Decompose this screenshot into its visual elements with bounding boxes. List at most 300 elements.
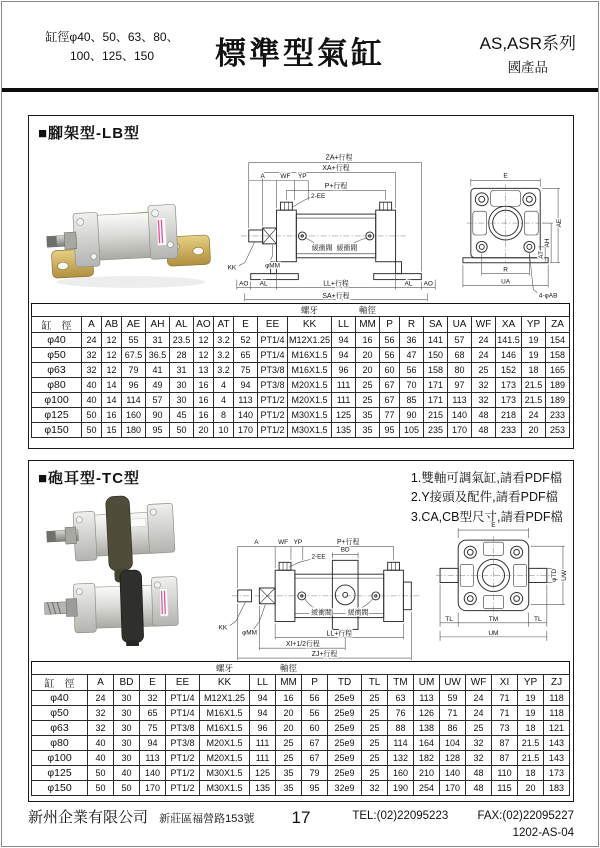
dim-value: 143 — [544, 751, 570, 766]
dim-label-za: ZA+行程 — [325, 154, 353, 162]
bore-label: φ100 — [32, 393, 82, 408]
dim-value: 55 — [122, 333, 146, 348]
dim-value: 12 — [102, 333, 122, 348]
dim-value: 140 — [140, 766, 166, 781]
dim-value: 97 — [448, 378, 472, 393]
bore-label: φ125 — [32, 408, 82, 423]
column-header-ao: AO — [194, 317, 214, 333]
dim-value: 94 — [250, 706, 276, 721]
table-row — [32, 348, 570, 363]
dim-value: 21.5 — [522, 393, 546, 408]
column-header-a: A — [82, 317, 102, 333]
dim-value: 49 — [146, 378, 170, 393]
table-row — [32, 766, 570, 781]
dim-value: 18 — [518, 766, 544, 781]
dim-value: 94 — [234, 378, 258, 393]
dim-value: 96 — [250, 721, 276, 736]
dim-value: 88 — [388, 721, 414, 736]
dim-value: M20X1.5 — [288, 378, 332, 393]
dim-value: 23.5 — [170, 333, 194, 348]
dim-value: 25e9 — [328, 766, 362, 781]
port-callout-label: 2-EE — [311, 193, 326, 201]
dim-value: 140 — [448, 408, 472, 423]
table-row — [32, 363, 570, 378]
dim-value: 32 — [466, 751, 492, 766]
tc-dimension-table — [31, 661, 570, 796]
dim-value: 40 — [82, 378, 102, 393]
dim-value: 10 — [214, 423, 234, 438]
dim-label-al-right: AL — [404, 280, 413, 288]
dim-value: 25 — [362, 766, 388, 781]
dim-value: 25 — [276, 736, 302, 751]
column-header-wf: WF — [472, 317, 496, 333]
dim-value: 60 — [380, 363, 400, 378]
dim-value: 25 — [466, 721, 492, 736]
dim-value: M16X1.5 — [288, 348, 332, 363]
column-header-za: ZA — [546, 317, 570, 333]
lb-side-view-drawing — [215, 149, 463, 306]
dim-value: 170 — [140, 781, 166, 796]
dim-label-wf: WF — [280, 172, 291, 180]
dim-value: 3.2 — [214, 363, 234, 378]
dim-value: PT3/8 — [166, 736, 200, 751]
dim-value: 128 — [440, 751, 466, 766]
dim-value: 21.5 — [518, 736, 544, 751]
dim-label-zj: ZJ+行程 — [311, 651, 338, 659]
dim-value: 16 — [194, 408, 214, 423]
dim-value: 115 — [492, 781, 518, 796]
dim-value: 25 — [276, 751, 302, 766]
dim-value: 141 — [424, 333, 448, 348]
dim-value: 56 — [302, 691, 328, 706]
dim-value: 14 — [102, 378, 122, 393]
spacer — [302, 662, 570, 675]
dim-value: 18 — [522, 363, 546, 378]
column-header-mm: MM — [356, 317, 380, 333]
dim-value: 164 — [414, 736, 440, 751]
dim-value: 14 — [102, 393, 122, 408]
dim-label-xi: XI+1/2行程 — [285, 641, 320, 649]
dim-value: 40 — [82, 393, 102, 408]
dim-label-um: UM — [488, 629, 499, 637]
lb-product-photo — [41, 182, 217, 296]
dim-value: 75 — [140, 721, 166, 736]
dim-value: 253 — [546, 423, 570, 438]
dim-value: 32 — [82, 363, 102, 378]
dim-value: PT3/8 — [166, 721, 200, 736]
dim-label-a: A — [260, 172, 265, 180]
section-foot-mount-lb — [28, 115, 574, 449]
dim-value: 20 — [356, 363, 380, 378]
dim-value: 173 — [544, 766, 570, 781]
dim-value: 160 — [388, 766, 414, 781]
tel-number: TEL:(02)22095223 — [352, 810, 449, 822]
rod-thread-label: KK — [227, 264, 237, 272]
dim-value: 135 — [332, 423, 356, 438]
dim-label-a: A — [254, 539, 259, 547]
table-row — [32, 378, 570, 393]
dim-value: 65 — [234, 348, 258, 363]
dim-value: 114 — [388, 736, 414, 751]
section-trunnion-tc — [28, 460, 574, 802]
dim-value: PT1/4 — [166, 706, 200, 721]
spacer — [32, 662, 200, 675]
dim-value: PT1/2 — [258, 393, 288, 408]
header-divider — [2, 88, 598, 92]
dim-value: 190 — [388, 781, 414, 796]
dim-value: 25 — [362, 721, 388, 736]
dim-value: 79 — [122, 363, 146, 378]
dim-value: 30 — [170, 393, 194, 408]
dim-value: M30X1.5 — [288, 408, 332, 423]
table-row — [32, 721, 570, 736]
dim-value: 165 — [546, 363, 570, 378]
dim-value: 18 — [518, 721, 544, 736]
shaft-dia-label: 軸徑 — [280, 663, 298, 673]
dim-value: 68 — [448, 348, 472, 363]
dim-value: M20X1.5 — [200, 736, 250, 751]
dim-label-p: P+行程 — [336, 539, 360, 547]
dim-value: M16X1.5 — [288, 363, 332, 378]
cushion-valve-label-left: 緩衝閥 — [311, 244, 333, 252]
dim-value: PT1/4 — [258, 333, 288, 348]
dim-label-tl-right: TL — [533, 615, 542, 623]
dim-value: 67.5 — [122, 348, 146, 363]
cushion-valve-label-right: 緩衝閥 — [336, 244, 358, 252]
dim-value: 28 — [170, 348, 194, 363]
series-block — [480, 29, 576, 76]
column-header-bd: BD — [114, 675, 140, 691]
page-number: 17 — [291, 808, 311, 827]
dim-label-bd: BD — [340, 546, 350, 554]
dim-value: 121 — [544, 721, 570, 736]
origin-label: 國產品 — [507, 60, 549, 75]
column-header-p: P — [302, 675, 328, 691]
dim-value: 45 — [170, 408, 194, 423]
dim-value: 180 — [122, 423, 146, 438]
dim-value: 24 — [466, 691, 492, 706]
bore-range-line1: 缸徑φ40、50、63、80、 — [45, 30, 179, 44]
dim-value: 35 — [356, 408, 380, 423]
dim-value: 125 — [332, 408, 356, 423]
note-line-3: 3.CA,CB型尺寸,請看PDF檔 — [410, 509, 563, 524]
dim-value: 19 — [522, 348, 546, 363]
dim-value: 24 — [82, 333, 102, 348]
dim-value: 114 — [122, 393, 146, 408]
dim-value: 25e9 — [328, 691, 362, 706]
dim-value: 140 — [234, 408, 258, 423]
page-header — [2, 2, 598, 88]
dim-value: 41 — [146, 363, 170, 378]
column-header-e: E — [140, 675, 166, 691]
note-line-1: 1.雙軸可調氣缸,請看PDF檔 — [410, 471, 563, 485]
dim-value: 12 — [194, 333, 214, 348]
dim-value: 254 — [414, 781, 440, 796]
dim-value: 35 — [276, 781, 302, 796]
dim-value: 113 — [140, 751, 166, 766]
dim-label-e: E — [491, 522, 496, 530]
dim-value: 13 — [194, 363, 214, 378]
column-header-p: P — [380, 317, 400, 333]
dim-value: 150 — [424, 348, 448, 363]
dim-value: 67 — [380, 393, 400, 408]
doc-code: 1202-AS-04 — [512, 827, 574, 840]
column-header-ee: EE — [258, 317, 288, 333]
dim-value: 21.5 — [518, 751, 544, 766]
dim-value: M20X1.5 — [200, 751, 250, 766]
dim-value: 56 — [302, 706, 328, 721]
dim-value: 16 — [276, 691, 302, 706]
shaft-dia-label: 軸徑 — [359, 305, 377, 315]
column-header-uw: UW — [440, 675, 466, 691]
dim-value: 25 — [472, 363, 496, 378]
dim-value: 67 — [302, 736, 328, 751]
dim-value: 113 — [448, 393, 472, 408]
fax-number: FAX:(02)22095227 — [477, 810, 574, 822]
rod-thread-label: KK — [218, 624, 228, 632]
spacer — [250, 662, 276, 675]
hole-callout-label: 4-φAB — [538, 292, 558, 300]
dim-label-ll: LL+行程 — [323, 280, 349, 288]
dim-value: 235 — [424, 423, 448, 438]
dim-value: 48 — [472, 408, 496, 423]
dim-value: M16X1.5 — [200, 721, 250, 736]
dim-value: 73 — [492, 721, 518, 736]
cushion-valve-label-left: 緩衝閥 — [311, 609, 332, 617]
dim-value: 143 — [544, 736, 570, 751]
dim-value: 50 — [114, 781, 140, 796]
dim-value: 32 — [362, 781, 388, 796]
dim-value: 57 — [146, 393, 170, 408]
bore-label: φ150 — [32, 781, 88, 796]
dim-value: 25 — [362, 706, 388, 721]
dim-value: 25 — [356, 378, 380, 393]
dim-value: 48 — [466, 766, 492, 781]
dim-value: 63 — [388, 691, 414, 706]
dim-value: 118 — [544, 691, 570, 706]
column-header-xi: XI — [492, 675, 518, 691]
dim-value: 70 — [400, 378, 424, 393]
page-footer — [28, 806, 574, 844]
dim-label-tm: TM — [488, 615, 499, 623]
bore-label: φ40 — [32, 691, 88, 706]
dim-value: 36 — [400, 333, 424, 348]
dim-value: 56 — [380, 348, 400, 363]
dim-value: 56 — [400, 363, 424, 378]
port-callout-label: 2-EE — [311, 553, 326, 561]
dim-value: 170 — [448, 423, 472, 438]
column-header-um: UM — [414, 675, 440, 691]
dim-value: 30 — [114, 706, 140, 721]
dim-value: 233 — [546, 408, 570, 423]
dim-value: PT1/2 — [166, 766, 200, 781]
bore-label: φ100 — [32, 751, 88, 766]
dim-value: 94 — [250, 691, 276, 706]
dim-value: 16 — [102, 408, 122, 423]
dim-label-ao-right: AO — [423, 280, 433, 288]
dim-label-e: E — [503, 172, 508, 180]
column-header-wf: WF — [466, 675, 492, 691]
spacer — [32, 304, 288, 317]
company-name: 新州企業有限公司 — [28, 809, 149, 826]
dim-value: 189 — [546, 393, 570, 408]
dim-value: 12 — [102, 348, 122, 363]
dim-value: M30X1.5 — [200, 781, 250, 796]
company-address: 新莊區福營路153號 — [159, 813, 255, 825]
dim-value: M12X1.25 — [288, 333, 332, 348]
dim-value: 36.5 — [146, 348, 170, 363]
dim-value: 111 — [332, 393, 356, 408]
dim-value: PT1/2 — [166, 781, 200, 796]
dim-value: 76 — [388, 706, 414, 721]
dim-value: 48 — [472, 423, 496, 438]
dim-value: 140 — [440, 766, 466, 781]
dim-value: 182 — [414, 751, 440, 766]
table-row — [32, 393, 570, 408]
dim-value: 210 — [414, 766, 440, 781]
dim-value: 48 — [466, 781, 492, 796]
dim-value: 21.5 — [522, 378, 546, 393]
column-header-ll: LL — [250, 675, 276, 691]
dim-value: 146 — [496, 348, 522, 363]
column-header-sa: SA — [424, 317, 448, 333]
dim-value: 85 — [400, 393, 424, 408]
dim-label-ah: AH — [544, 238, 552, 248]
dim-value: 189 — [546, 378, 570, 393]
dim-value: 19 — [518, 706, 544, 721]
dim-value: 111 — [250, 736, 276, 751]
dim-value: 152 — [496, 363, 522, 378]
column-header-al: AL — [170, 317, 194, 333]
dim-label-al-left: AL — [259, 280, 268, 288]
dim-value: 24 — [522, 408, 546, 423]
dim-value: 94 — [140, 736, 166, 751]
dim-value: 25e9 — [328, 736, 362, 751]
table-row — [32, 781, 570, 796]
bore-label: φ125 — [32, 766, 88, 781]
dim-value: 90 — [400, 408, 424, 423]
dim-value: 171 — [424, 378, 448, 393]
dim-value: 20 — [518, 781, 544, 796]
bore-label: φ50 — [32, 706, 88, 721]
column-header-yp: YP — [522, 317, 546, 333]
column-header-mm: MM — [276, 675, 302, 691]
dim-value: 135 — [250, 781, 276, 796]
column-header-ae: AE — [122, 317, 146, 333]
bore-label: φ63 — [32, 363, 82, 378]
bore-label: φ40 — [32, 333, 82, 348]
dim-value: 12 — [102, 363, 122, 378]
dim-value: 67 — [380, 378, 400, 393]
dim-value: 170 — [440, 781, 466, 796]
dim-value: 57 — [448, 333, 472, 348]
dim-value: 86 — [440, 721, 466, 736]
column-header-td: TD — [328, 675, 362, 691]
dim-value: 75 — [234, 363, 258, 378]
dim-value: 126 — [414, 706, 440, 721]
dim-value: 15 — [102, 423, 122, 438]
dim-value: 32 — [472, 393, 496, 408]
dim-value: 19 — [518, 691, 544, 706]
dim-value: 40 — [88, 751, 114, 766]
dim-value: 20 — [276, 706, 302, 721]
dim-value: 32 — [88, 706, 114, 721]
dim-value: 32 — [472, 378, 496, 393]
dim-value: 170 — [234, 423, 258, 438]
column-header-yp: YP — [518, 675, 544, 691]
dim-value: M30X1.5 — [288, 423, 332, 438]
dim-value: 138 — [414, 721, 440, 736]
dim-value: 20 — [522, 423, 546, 438]
dim-value: 233 — [496, 423, 522, 438]
rod-dia-label: φMM — [265, 262, 280, 270]
note-line-2: 2.Y接頭及配件,請看PDF檔 — [410, 490, 559, 505]
dim-value: 30 — [170, 378, 194, 393]
lb-end-view-drawing — [453, 166, 567, 302]
section-lb-title: ■腳架型-LB型 — [38, 125, 141, 142]
dim-value: 30 — [114, 751, 140, 766]
dim-value: 32 — [140, 691, 166, 706]
column-header-kk: KK — [200, 675, 250, 691]
dim-value: 50 — [88, 781, 114, 796]
dim-value: 32 — [82, 348, 102, 363]
dim-value: 132 — [388, 751, 414, 766]
dim-value: 3.2 — [214, 333, 234, 348]
dim-value: 71 — [440, 706, 466, 721]
dim-value: 16 — [194, 393, 214, 408]
dim-label-ao-left: AO — [239, 280, 249, 288]
tc-side-view-drawing — [205, 513, 443, 661]
dim-value: PT1/2 — [258, 423, 288, 438]
spacer — [332, 304, 356, 317]
table-row — [32, 333, 570, 348]
dim-value: 24 — [88, 691, 114, 706]
dim-value: 215 — [424, 408, 448, 423]
dim-value: 80 — [448, 363, 472, 378]
table-row — [32, 691, 570, 706]
dim-label-td: φTD — [550, 568, 558, 582]
bore-column-header: 缸 徑 — [32, 675, 88, 691]
dim-label-ua: UA — [501, 278, 511, 286]
thread-type-label: 螺牙 — [301, 305, 319, 315]
dim-value: 25 — [362, 691, 388, 706]
column-header-xa: XA — [496, 317, 522, 333]
dim-value: 79 — [302, 766, 328, 781]
dim-value: 94 — [332, 348, 356, 363]
dim-value: 20 — [276, 721, 302, 736]
dim-value: 154 — [546, 333, 570, 348]
dim-value: 25e9 — [328, 721, 362, 736]
dim-value: 30 — [114, 736, 140, 751]
bore-label: φ50 — [32, 348, 82, 363]
dim-value: PT1/2 — [258, 408, 288, 423]
dim-value: 158 — [546, 348, 570, 363]
column-header-ua: UA — [448, 317, 472, 333]
dim-value: 47 — [400, 348, 424, 363]
dim-value: 32 — [466, 736, 492, 751]
column-header-ab: AB — [102, 317, 122, 333]
dim-value: 173 — [496, 393, 522, 408]
dim-value: 77 — [380, 408, 400, 423]
dim-value: 105 — [400, 423, 424, 438]
dim-label-r: R — [503, 266, 508, 274]
dim-value: PT1/4 — [166, 691, 200, 706]
dim-value: 24 — [472, 333, 496, 348]
page-title: 標準型氣缸 — [215, 36, 385, 71]
dim-value: 30 — [114, 721, 140, 736]
dim-label-ae: AE — [556, 218, 564, 228]
dim-value: 30 — [114, 691, 140, 706]
